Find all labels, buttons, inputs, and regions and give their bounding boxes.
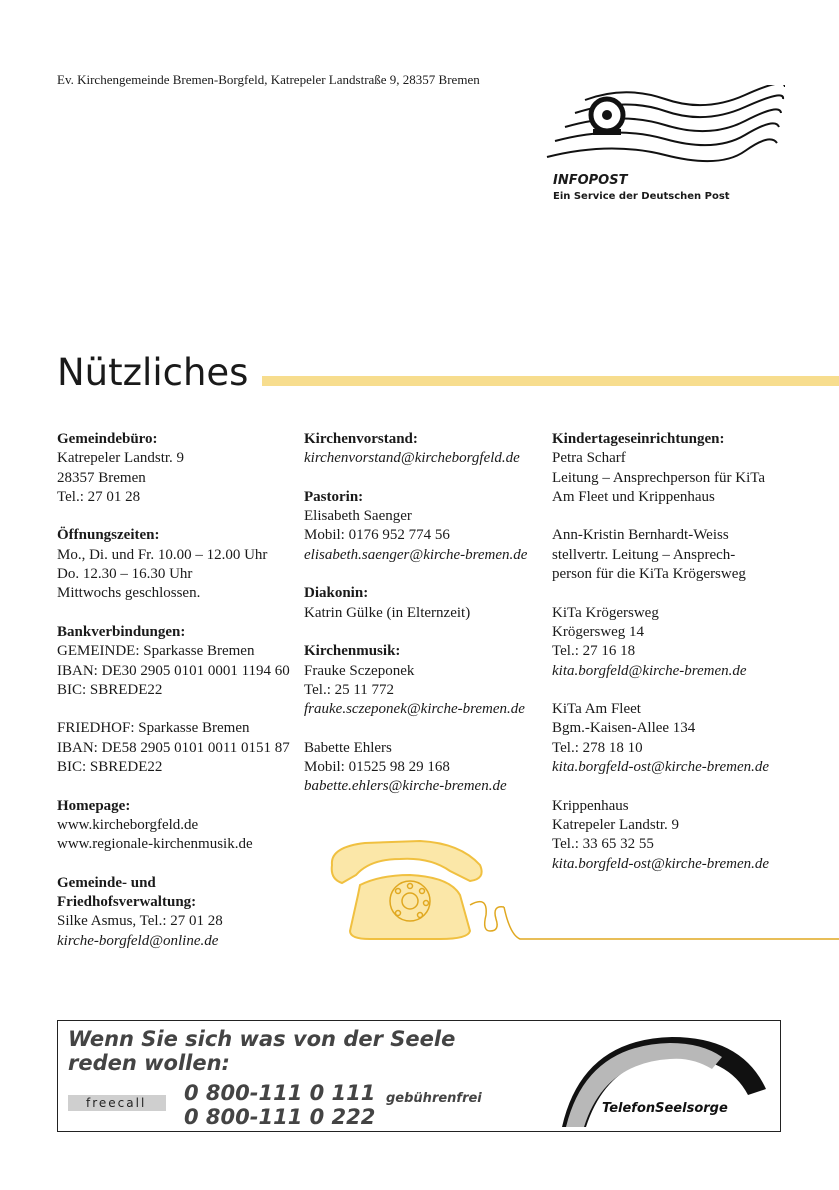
info-line: Katrepeler Landstr. 9 [57,450,185,467]
info-block [304,642,544,719]
post-horn-icon [545,85,785,175]
info-line: FRIEDHOF: Sparkasse Bremen [57,720,250,737]
info-line: Silke Asmus, Tel.: 27 01 28 [57,913,223,930]
title-accent-bar [262,376,839,386]
section-heading: Kindertageseinrichtungen: [552,431,725,447]
info-line: Elisabeth Saenger [304,508,412,525]
info-block [552,604,832,681]
info-line: Frauke Sczeponek [304,662,415,679]
hotline-number-1: 0 800-111 0 111 [184,1081,376,1105]
info-line: Mobil: 0176 952 774 56 [304,527,450,544]
info-line: Katrepeler Landstr. 9 [552,816,680,833]
infopost-label: INFOPOST [553,173,628,188]
info-block [57,430,297,507]
info-line: KiTa Am Fleet [552,701,641,718]
info-line: www.regionale-kirchenmusik.de [57,836,253,853]
email-address[interactable]: kita.borgfeld@kirche-bremen.de [552,662,747,679]
info-block [552,430,832,507]
section-heading: Homepage: [57,797,131,814]
section-heading: Pastorin: [304,488,364,505]
info-block [552,700,832,777]
info-line: Leitung – Ansprechperson für KiTa [552,469,766,486]
info-line: Babette Ehlers [304,739,392,756]
info-block [57,797,297,855]
email-address[interactable]: kita.borgfeld-ost@kirche-bremen.de [552,759,770,776]
infopost-sublabel: Ein Service der Deutschen Post [553,191,730,202]
info-line: Katrin Gülke (in Elternzeit) [304,604,471,621]
telefonseelsorge-banner [57,1020,781,1132]
section-heading: Diakonin: [304,585,369,602]
free-of-charge-label: gebührenfrei [386,1091,482,1106]
column-left [57,430,297,970]
telefonseelsorge-brand: TelefonSeelsorge [602,1101,728,1116]
section-heading: Bankverbindungen: [57,623,186,640]
email-address[interactable]: elisabeth.saenger@kirche-bremen.de [304,546,528,563]
section-heading: Gemeindebüro: [57,431,158,447]
info-line: Tel.: 278 18 10 [552,739,643,756]
column-middle [304,430,544,816]
info-line: Mobil: 01525 98 29 168 [304,759,450,776]
hotline-number-2: 0 800-111 0 222 [184,1105,376,1129]
info-line: stellvertr. Leitung – Ansprech- [552,546,736,563]
banner-headline-line2: reden wollen: [68,1051,230,1075]
info-line: person für die KiTa Krögersweg [552,566,746,583]
info-block [304,739,544,797]
info-block [304,488,544,565]
section-heading: Kirchenvorstand: [304,431,418,447]
info-block [57,526,297,603]
info-line: Tel.: 27 16 18 [552,643,636,660]
info-line: IBAN: DE58 2905 0101 0011 0151 87 [57,739,290,756]
sender-address: Ev. Kirchengemeinde Bremen-Borgfeld, Katrepeler Landstraße 9, 28357 Bremen [57,72,480,87]
info-block [57,874,297,951]
info-block [57,623,297,700]
info-block [552,526,832,584]
info-line: Tel.: 27 01 28 [57,488,141,505]
column-right [552,430,832,893]
section-heading: Öffnungszeiten: [57,527,160,544]
info-block [304,430,544,469]
infopost-logo [545,85,785,210]
info-block [57,719,297,777]
info-line: 28357 Bremen [57,469,146,486]
info-block [304,584,544,623]
section-heading: Friedhofsverwaltung: [57,894,197,911]
page-title: Nützliches [57,351,249,394]
freecall-badge: freecall [68,1095,166,1111]
info-line: Petra Scharf [552,450,626,467]
info-line: Krippenhaus [552,797,629,814]
email-address[interactable]: kita.borgfeld-ost@kirche-bremen.de [552,855,770,872]
section-heading: Gemeinde- und [57,874,156,891]
info-line: BIC: SBREDE22 [57,681,163,698]
info-line: Mittwochs geschlossen. [57,585,201,602]
email-address[interactable]: kirchenvorstand@kircheborgfeld.de [304,450,520,467]
banner-headline [68,1027,455,1075]
info-line: Bgm.-Kaisen-Allee 134 [552,720,696,737]
info-line: KiTa Krögersweg [552,604,659,621]
info-line: Ann-Kristin Bernhardt-Weiss [552,527,729,544]
email-address[interactable]: babette.ehlers@kirche-bremen.de [304,778,507,795]
info-line: Do. 12.30 – 16.30 Uhr [57,566,193,583]
section-heading: Kirchenmusik: [304,643,401,660]
info-line: Am Fleet und Krippenhaus [552,488,715,505]
email-address[interactable]: frauke.sczeponek@kirche-bremen.de [304,701,525,718]
info-line: www.kircheborgfeld.de [57,816,199,833]
telephone-illustration [320,835,839,945]
info-line: BIC: SBREDE22 [57,759,163,776]
banner-headline-line1: Wenn Sie sich was von der Seele [68,1027,456,1051]
email-address[interactable]: kirche-borgfeld@online.de [57,932,219,949]
info-line: GEMEINDE: Sparkasse Bremen [57,643,255,660]
info-line: IBAN: DE30 2905 0101 0001 1194 60 [57,662,290,679]
info-line: Tel.: 25 11 772 [304,681,395,698]
info-line: Mo., Di. und Fr. 10.00 – 12.00 Uhr [57,546,268,563]
info-line: Krögersweg 14 [552,623,645,640]
info-line: Tel.: 33 65 32 55 [552,836,654,853]
